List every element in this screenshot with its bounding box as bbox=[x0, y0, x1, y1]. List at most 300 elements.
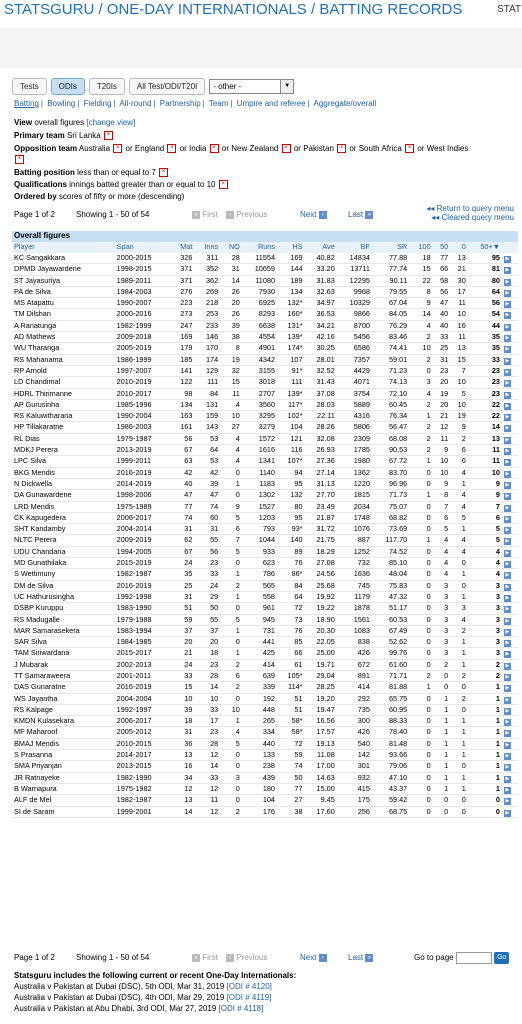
table-cell: 140 bbox=[277, 535, 305, 546]
player-link[interactable]: RS Mahanama bbox=[12, 354, 115, 365]
player-link[interactable]: DAS Gunaratne bbox=[12, 682, 115, 693]
player-link[interactable]: TAM Siriwardana bbox=[12, 648, 115, 659]
table-cell: 1982-1987 bbox=[115, 795, 171, 806]
arrow-right-icon: ▶ bbox=[505, 786, 510, 793]
player-link[interactable]: SMA Priyanjan bbox=[12, 761, 115, 772]
tab-tests[interactable]: Tests bbox=[12, 78, 47, 95]
col-hs[interactable]: HS bbox=[277, 242, 305, 253]
last-button[interactable]: Last » bbox=[348, 953, 373, 962]
table-cell: 23 bbox=[468, 388, 502, 399]
table-cell: 19.47 bbox=[305, 704, 337, 715]
table-cell: 9 bbox=[409, 298, 432, 309]
player-link[interactable]: J Mubarak bbox=[12, 659, 115, 670]
player-link[interactable]: A Ranatunga bbox=[12, 320, 115, 331]
table-cell: 256 bbox=[337, 806, 372, 817]
table-cell: 44 bbox=[468, 320, 502, 331]
table-cell: 31.43 bbox=[305, 377, 337, 388]
col-runs[interactable]: Runs bbox=[242, 242, 277, 253]
table-cell: 1878 bbox=[337, 603, 372, 614]
row-go-button[interactable] bbox=[502, 693, 518, 704]
table-cell: 7930 bbox=[242, 286, 277, 297]
table-cell: 0 bbox=[220, 558, 242, 569]
table-cell: 0 bbox=[409, 591, 432, 602]
table-cell: 1203 bbox=[242, 512, 277, 523]
table-cell: 84.05 bbox=[372, 309, 409, 320]
cleared-query-link[interactable]: ◂◂ Cleared query menu bbox=[431, 213, 514, 222]
arrow-right-icon: ▶ bbox=[505, 753, 510, 760]
next-button[interactable]: Next › bbox=[300, 953, 327, 962]
player-link[interactable]: MAR Samarasekera bbox=[12, 625, 115, 636]
table-cell: 238 bbox=[242, 761, 277, 772]
table-cell: 9968 bbox=[337, 286, 372, 297]
table-cell: 13 bbox=[450, 343, 468, 354]
table-cell: 3 bbox=[433, 580, 451, 591]
table-row bbox=[12, 772, 518, 783]
row-go-button[interactable] bbox=[502, 806, 518, 817]
col-100[interactable]: 100 bbox=[409, 242, 432, 253]
x-box-icon[interactable]: × bbox=[210, 144, 219, 153]
table-cell: 276 bbox=[171, 286, 194, 297]
row-go-button[interactable] bbox=[502, 716, 518, 727]
row-go-button[interactable] bbox=[502, 546, 518, 557]
row-go-button[interactable] bbox=[502, 388, 518, 399]
table-cell: 300 bbox=[337, 716, 372, 727]
player-link[interactable]: AD Mathews bbox=[12, 332, 115, 343]
table-row bbox=[12, 253, 518, 264]
table-cell: 85.10 bbox=[372, 558, 409, 569]
row-go-button[interactable] bbox=[502, 637, 518, 648]
table-cell: 0 bbox=[409, 580, 432, 591]
player-link[interactable]: UDU Chandana bbox=[12, 546, 115, 557]
table-cell: 16.56 bbox=[305, 716, 337, 727]
row-go-button[interactable] bbox=[502, 512, 518, 523]
x-box-icon[interactable]: × bbox=[282, 144, 291, 153]
player-link[interactable]: N Dickwella bbox=[12, 478, 115, 489]
player-link[interactable]: DM de Silva bbox=[12, 580, 115, 591]
player-link[interactable]: KC Sangakkara bbox=[12, 253, 115, 264]
player-link[interactable]: BKG Mendis bbox=[12, 467, 115, 478]
back-icon: ◂◂ bbox=[431, 213, 440, 222]
player-link[interactable]: RP Arnold bbox=[12, 365, 115, 376]
table-cell: 133 bbox=[242, 750, 277, 761]
player-link[interactable]: TT Samaraweera bbox=[12, 670, 115, 681]
player-link[interactable]: SI de Saram bbox=[12, 806, 115, 817]
table-cell: 192 bbox=[242, 693, 277, 704]
table-cell: 33 bbox=[194, 569, 220, 580]
row-go-button[interactable] bbox=[502, 614, 518, 625]
x-box-icon[interactable]: × bbox=[167, 144, 176, 153]
table-cell: 71.71 bbox=[372, 670, 409, 681]
table-cell: 21.75 bbox=[305, 535, 337, 546]
row-go-button[interactable] bbox=[502, 478, 518, 489]
page-number-input[interactable] bbox=[456, 952, 492, 964]
table-cell: 15 bbox=[450, 354, 468, 365]
player-link[interactable]: DPMD Jayawardene bbox=[12, 264, 115, 275]
x-box-icon[interactable]: × bbox=[337, 144, 346, 153]
table-cell: 23 bbox=[468, 377, 502, 388]
table-cell: 3 bbox=[433, 603, 451, 614]
table-cell: 1 bbox=[450, 783, 468, 794]
table-cell: 129 bbox=[194, 365, 220, 376]
table-row bbox=[12, 456, 518, 467]
player-link[interactable]: HP Tillakaratne bbox=[12, 422, 115, 433]
table-cell: 2 bbox=[409, 433, 432, 444]
next-button[interactable]: Next › bbox=[300, 210, 327, 219]
table-cell: 273 bbox=[171, 309, 194, 320]
row-go-button[interactable] bbox=[502, 670, 518, 681]
table-cell: 19.71 bbox=[305, 659, 337, 670]
recent-match-item: Australia v Pakistan at Dubai (DSC), 5th ODI, Mar 31, 2019 [ODI # 4120] bbox=[14, 982, 272, 991]
last-button[interactable]: Last » bbox=[348, 210, 373, 219]
table-cell: 0 bbox=[450, 580, 468, 591]
go-button[interactable]: Go bbox=[494, 952, 509, 964]
table-cell: 31.83 bbox=[305, 275, 337, 286]
table-cell: 27 bbox=[220, 422, 242, 433]
odi-link[interactable]: [ODI # 4118] bbox=[218, 1004, 264, 1013]
table-cell: 22 bbox=[468, 411, 502, 422]
row-go-button[interactable] bbox=[502, 750, 518, 761]
nav-partnership[interactable]: Partnership bbox=[159, 99, 201, 108]
x-box-icon[interactable]: × bbox=[219, 180, 228, 189]
table-cell: 1979-1988 bbox=[115, 614, 171, 625]
table-cell: 10 bbox=[171, 693, 194, 704]
chevron-down-icon: ▼ bbox=[280, 80, 293, 93]
table-cell: 58* bbox=[277, 727, 305, 738]
player-link[interactable]: LPC Silva bbox=[12, 456, 115, 467]
row-go-button[interactable] bbox=[502, 467, 518, 478]
row-go-button[interactable] bbox=[502, 264, 518, 275]
table-cell: 19 bbox=[450, 411, 468, 422]
table-cell: 27.08 bbox=[305, 558, 337, 569]
row-go-button[interactable] bbox=[502, 535, 518, 546]
table-cell: 161 bbox=[171, 422, 194, 433]
player-link[interactable]: AP Gurusinha bbox=[12, 399, 115, 410]
col-50[interactable]: 50 bbox=[433, 242, 451, 253]
arrow-right-icon: ▶ bbox=[505, 628, 510, 635]
row-go-button[interactable] bbox=[502, 659, 518, 670]
row-go-button[interactable] bbox=[502, 524, 518, 535]
table-row bbox=[12, 467, 518, 478]
table-cell: 19 bbox=[220, 354, 242, 365]
nav-aggregate[interactable]: Aggregate/overall bbox=[313, 99, 377, 108]
next-icon: › bbox=[319, 211, 327, 219]
table-cell: 2 bbox=[409, 445, 432, 456]
col-no[interactable]: NO bbox=[220, 242, 242, 253]
arrow-right-icon: ▶ bbox=[505, 696, 510, 703]
row-go-button[interactable] bbox=[502, 738, 518, 749]
table-cell: 0 bbox=[468, 806, 502, 817]
table-cell: 4554 bbox=[242, 332, 277, 343]
player-link[interactable]: WS Jayantha bbox=[12, 693, 115, 704]
player-link[interactable]: DA Gunawardene bbox=[12, 490, 115, 501]
x-box-icon[interactable]: × bbox=[405, 144, 414, 153]
table-cell: 2009-2018 bbox=[115, 332, 171, 343]
table-row bbox=[12, 399, 518, 410]
player-link[interactable]: PA de Silva bbox=[12, 286, 115, 297]
table-cell: 1 bbox=[450, 524, 468, 535]
player-link[interactable]: ALF de Mel bbox=[12, 795, 115, 806]
row-go-button[interactable] bbox=[502, 456, 518, 467]
row-go-button[interactable] bbox=[502, 580, 518, 591]
query-primary-team: Primary team Sri Lanka × bbox=[14, 131, 114, 140]
player-link[interactable]: LRD Mendis bbox=[12, 501, 115, 512]
table-cell: 89 bbox=[277, 546, 305, 557]
player-link[interactable]: UC Hathurusingha bbox=[12, 591, 115, 602]
table-cell: 1636 bbox=[337, 569, 372, 580]
row-go-button[interactable] bbox=[502, 332, 518, 343]
table-cell: 440 bbox=[242, 738, 277, 749]
col-inns[interactable]: Inns bbox=[194, 242, 220, 253]
table-cell: 1044 bbox=[242, 535, 277, 546]
row-go-button[interactable] bbox=[502, 591, 518, 602]
col-mat[interactable]: Mat bbox=[171, 242, 194, 253]
table-cell: 0 bbox=[220, 637, 242, 648]
row-go-button[interactable] bbox=[502, 648, 518, 659]
odi-link[interactable]: [ODI # 4120] bbox=[226, 982, 272, 991]
col-0[interactable]: 0 bbox=[450, 242, 468, 253]
player-link[interactable]: RS Kaluwitharana bbox=[12, 411, 115, 422]
table-cell: 34.97 bbox=[305, 298, 337, 309]
col-bf[interactable]: BF bbox=[337, 242, 372, 253]
table-cell: 1975-1989 bbox=[115, 501, 171, 512]
table-cell: 75.07 bbox=[372, 501, 409, 512]
table-row bbox=[12, 343, 518, 354]
table-cell: 414 bbox=[242, 659, 277, 670]
table-cell: 139* bbox=[277, 332, 305, 343]
arrow-right-icon: ▶ bbox=[505, 606, 510, 613]
player-link[interactable]: TM Dilshan bbox=[12, 309, 115, 320]
table-row bbox=[12, 738, 518, 749]
player-link[interactable]: WU Tharanga bbox=[12, 343, 115, 354]
row-go-button[interactable] bbox=[502, 625, 518, 636]
table-cell: 2006-2017 bbox=[115, 512, 171, 523]
player-link[interactable]: MD Gunathilaka bbox=[12, 558, 115, 569]
player-link[interactable]: DSBP Kuruppu bbox=[12, 603, 115, 614]
tab-odis[interactable]: ODIs bbox=[51, 78, 85, 95]
arrow-right-icon: ▶ bbox=[505, 493, 510, 500]
table-cell: 180 bbox=[242, 783, 277, 794]
table-row bbox=[12, 535, 518, 546]
table-cell: 0 bbox=[409, 750, 432, 761]
row-go-button[interactable] bbox=[502, 433, 518, 444]
row-go-button[interactable] bbox=[502, 343, 518, 354]
player-link[interactable]: B Warnapura bbox=[12, 783, 115, 794]
table-cell: 3560 bbox=[242, 399, 277, 410]
player-link[interactable]: ST Jayasuriya bbox=[12, 275, 115, 286]
table-cell: 99.76 bbox=[372, 648, 409, 659]
row-go-button[interactable] bbox=[502, 445, 518, 456]
row-go-button[interactable] bbox=[502, 354, 518, 365]
table-cell: 732 bbox=[337, 558, 372, 569]
table-cell: 81.48 bbox=[372, 738, 409, 749]
table-cell: 77 bbox=[433, 253, 451, 264]
table-cell: 426 bbox=[337, 727, 372, 738]
row-go-button[interactable] bbox=[502, 682, 518, 693]
table-cell: 95 bbox=[277, 512, 305, 523]
player-link[interactable]: SHT Kandamby bbox=[12, 524, 115, 535]
player-link[interactable]: NLTC Perera bbox=[12, 535, 115, 546]
nav-team[interactable]: Team bbox=[208, 99, 229, 108]
x-box-icon[interactable]: × bbox=[15, 155, 24, 164]
row-go-button[interactable] bbox=[502, 558, 518, 569]
row-go-button[interactable] bbox=[502, 603, 518, 614]
table-cell: 31 bbox=[220, 264, 242, 275]
arrow-right-icon: ▶ bbox=[505, 764, 510, 771]
table-cell: 2 bbox=[220, 659, 242, 670]
player-link[interactable]: S Prasanna bbox=[12, 750, 115, 761]
col-span[interactable]: Span bbox=[115, 242, 171, 253]
col-sr[interactable]: SR bbox=[372, 242, 409, 253]
row-go-button[interactable] bbox=[502, 795, 518, 806]
table-cell: 134 bbox=[277, 286, 305, 297]
player-link[interactable]: LD Chandimal bbox=[12, 377, 115, 388]
first-icon: « bbox=[192, 954, 200, 962]
table-cell: 2005-2012 bbox=[115, 727, 171, 738]
table-cell: 425 bbox=[242, 648, 277, 659]
table-cell: 2004-2004 bbox=[115, 693, 171, 704]
player-link[interactable]: MF Maharoof bbox=[12, 727, 115, 738]
tab-all[interactable]: All Test/ODI/T20I bbox=[129, 78, 205, 95]
table-cell: 0 bbox=[409, 659, 432, 670]
row-go-button[interactable] bbox=[502, 377, 518, 388]
table-cell: 2034 bbox=[337, 501, 372, 512]
row-go-button[interactable] bbox=[502, 309, 518, 320]
row-go-button[interactable] bbox=[502, 761, 518, 772]
return-query-link[interactable]: ◂◂ Return to query menu bbox=[426, 204, 514, 213]
table-cell: 1 bbox=[220, 648, 242, 659]
table-cell: 104 bbox=[242, 795, 277, 806]
col-player[interactable]: Player bbox=[12, 242, 115, 253]
row-go-button[interactable] bbox=[502, 727, 518, 738]
row-go-button[interactable] bbox=[502, 399, 518, 410]
player-link[interactable]: MS Atapattu bbox=[12, 298, 115, 309]
table-cell: 111 bbox=[277, 377, 305, 388]
table-cell: 1362 bbox=[337, 467, 372, 478]
table-cell: 11 bbox=[450, 332, 468, 343]
table-cell: 15 bbox=[409, 264, 432, 275]
table-cell: 21 bbox=[433, 411, 451, 422]
arrow-right-icon: ▶ bbox=[505, 515, 510, 522]
table-cell: 81.88 bbox=[372, 682, 409, 693]
row-go-button[interactable] bbox=[502, 298, 518, 309]
table-cell: 1527 bbox=[242, 501, 277, 512]
table-cell: 0 bbox=[409, 501, 432, 512]
table-cell: 131 bbox=[194, 399, 220, 410]
player-link[interactable]: BMAJ Mendis bbox=[12, 738, 115, 749]
table-cell: 146 bbox=[194, 332, 220, 343]
query-qualifications: Qualifications innings batted greater than or equal to 10 × bbox=[14, 180, 229, 189]
table-cell: 1992-1998 bbox=[115, 591, 171, 602]
player-link[interactable]: KMDN Kulasekara bbox=[12, 716, 115, 727]
table-cell: 961 bbox=[242, 603, 277, 614]
table-cell: 0 bbox=[220, 603, 242, 614]
table-cell: 4 bbox=[220, 433, 242, 444]
table-cell: 4 bbox=[220, 445, 242, 456]
player-link[interactable]: MDKJ Perera bbox=[12, 445, 115, 456]
table-row bbox=[12, 648, 518, 659]
player-link[interactable]: SAR Silva bbox=[12, 637, 115, 648]
player-link[interactable]: S Wettimuny bbox=[12, 569, 115, 580]
player-link[interactable]: RS Madugalle bbox=[12, 614, 115, 625]
table-cell: 17.57 bbox=[305, 727, 337, 738]
row-go-button[interactable] bbox=[502, 286, 518, 297]
nav-batting[interactable]: Batting bbox=[14, 99, 39, 108]
other-format-select[interactable] bbox=[209, 79, 294, 94]
row-go-button[interactable] bbox=[502, 253, 518, 264]
odi-link[interactable]: [ODI # 4119] bbox=[226, 993, 272, 1002]
table-cell: 58 bbox=[433, 275, 451, 286]
row-go-button[interactable] bbox=[502, 501, 518, 512]
first-icon: « bbox=[192, 211, 200, 219]
row-go-button[interactable] bbox=[502, 490, 518, 501]
table-cell: 1183 bbox=[242, 478, 277, 489]
table-cell: 13 bbox=[468, 433, 502, 444]
player-link[interactable]: HDRL Thirimanne bbox=[12, 388, 115, 399]
row-go-button[interactable] bbox=[502, 422, 518, 433]
tab-t20is[interactable]: T20Is bbox=[89, 78, 125, 95]
nav-bowling[interactable]: Bowling bbox=[47, 99, 76, 108]
x-box-icon[interactable]: × bbox=[159, 168, 168, 177]
player-link[interactable]: JR Ratnayeke bbox=[12, 772, 115, 783]
table-cell: 31 bbox=[171, 727, 194, 738]
table-cell: 23 bbox=[194, 659, 220, 670]
table-cell: 12 bbox=[194, 783, 220, 794]
nav-fielding[interactable]: Fielding bbox=[83, 99, 112, 108]
player-link[interactable]: RS Kalpage bbox=[12, 704, 115, 715]
row-go-button[interactable] bbox=[502, 411, 518, 422]
row-go-button[interactable] bbox=[502, 704, 518, 715]
row-go-button[interactable] bbox=[502, 320, 518, 331]
row-go-button[interactable] bbox=[502, 275, 518, 286]
table-row bbox=[12, 524, 518, 535]
table-cell: 218 bbox=[194, 298, 220, 309]
arrow-right-icon: ▶ bbox=[505, 775, 510, 782]
col-ave[interactable]: Ave bbox=[305, 242, 337, 253]
table-cell: 17 bbox=[450, 286, 468, 297]
table-cell: 56 bbox=[468, 298, 502, 309]
table-row bbox=[12, 332, 518, 343]
table-cell: 35 bbox=[468, 343, 502, 354]
table-cell: 80 bbox=[468, 275, 502, 286]
table-cell: 0 bbox=[409, 524, 432, 535]
change-view-link[interactable]: [change view] bbox=[86, 118, 136, 127]
table-cell: 1 bbox=[450, 478, 468, 489]
table-cell: 94 bbox=[277, 467, 305, 478]
table-cell: 91* bbox=[277, 365, 305, 376]
table-cell: 142 bbox=[337, 750, 372, 761]
previous-button: ‹ Previous bbox=[226, 210, 267, 219]
nav-all-round[interactable]: All-round bbox=[119, 99, 152, 108]
arrow-right-icon: ▶ bbox=[505, 448, 510, 455]
player-link[interactable]: RL Dias bbox=[12, 433, 115, 444]
row-go-button[interactable] bbox=[502, 772, 518, 783]
table-cell: 76.34 bbox=[372, 411, 409, 422]
table-cell: 18 bbox=[409, 253, 432, 264]
x-box-icon[interactable]: × bbox=[104, 131, 113, 140]
row-go-button[interactable] bbox=[502, 365, 518, 376]
col-50plus[interactable]: 50+▼ bbox=[468, 242, 502, 253]
table-cell: 891 bbox=[337, 670, 372, 681]
row-go-button[interactable] bbox=[502, 783, 518, 794]
x-box-icon[interactable]: × bbox=[113, 144, 122, 153]
player-link[interactable]: CK Kapugedera bbox=[12, 512, 115, 523]
table-cell: 8293 bbox=[242, 309, 277, 320]
table-cell: 0 bbox=[409, 727, 432, 738]
row-go-button[interactable] bbox=[502, 569, 518, 580]
nav-umpire[interactable]: Umpire and referee bbox=[236, 99, 306, 108]
table-row bbox=[12, 309, 518, 320]
table-cell: 1 bbox=[450, 716, 468, 727]
